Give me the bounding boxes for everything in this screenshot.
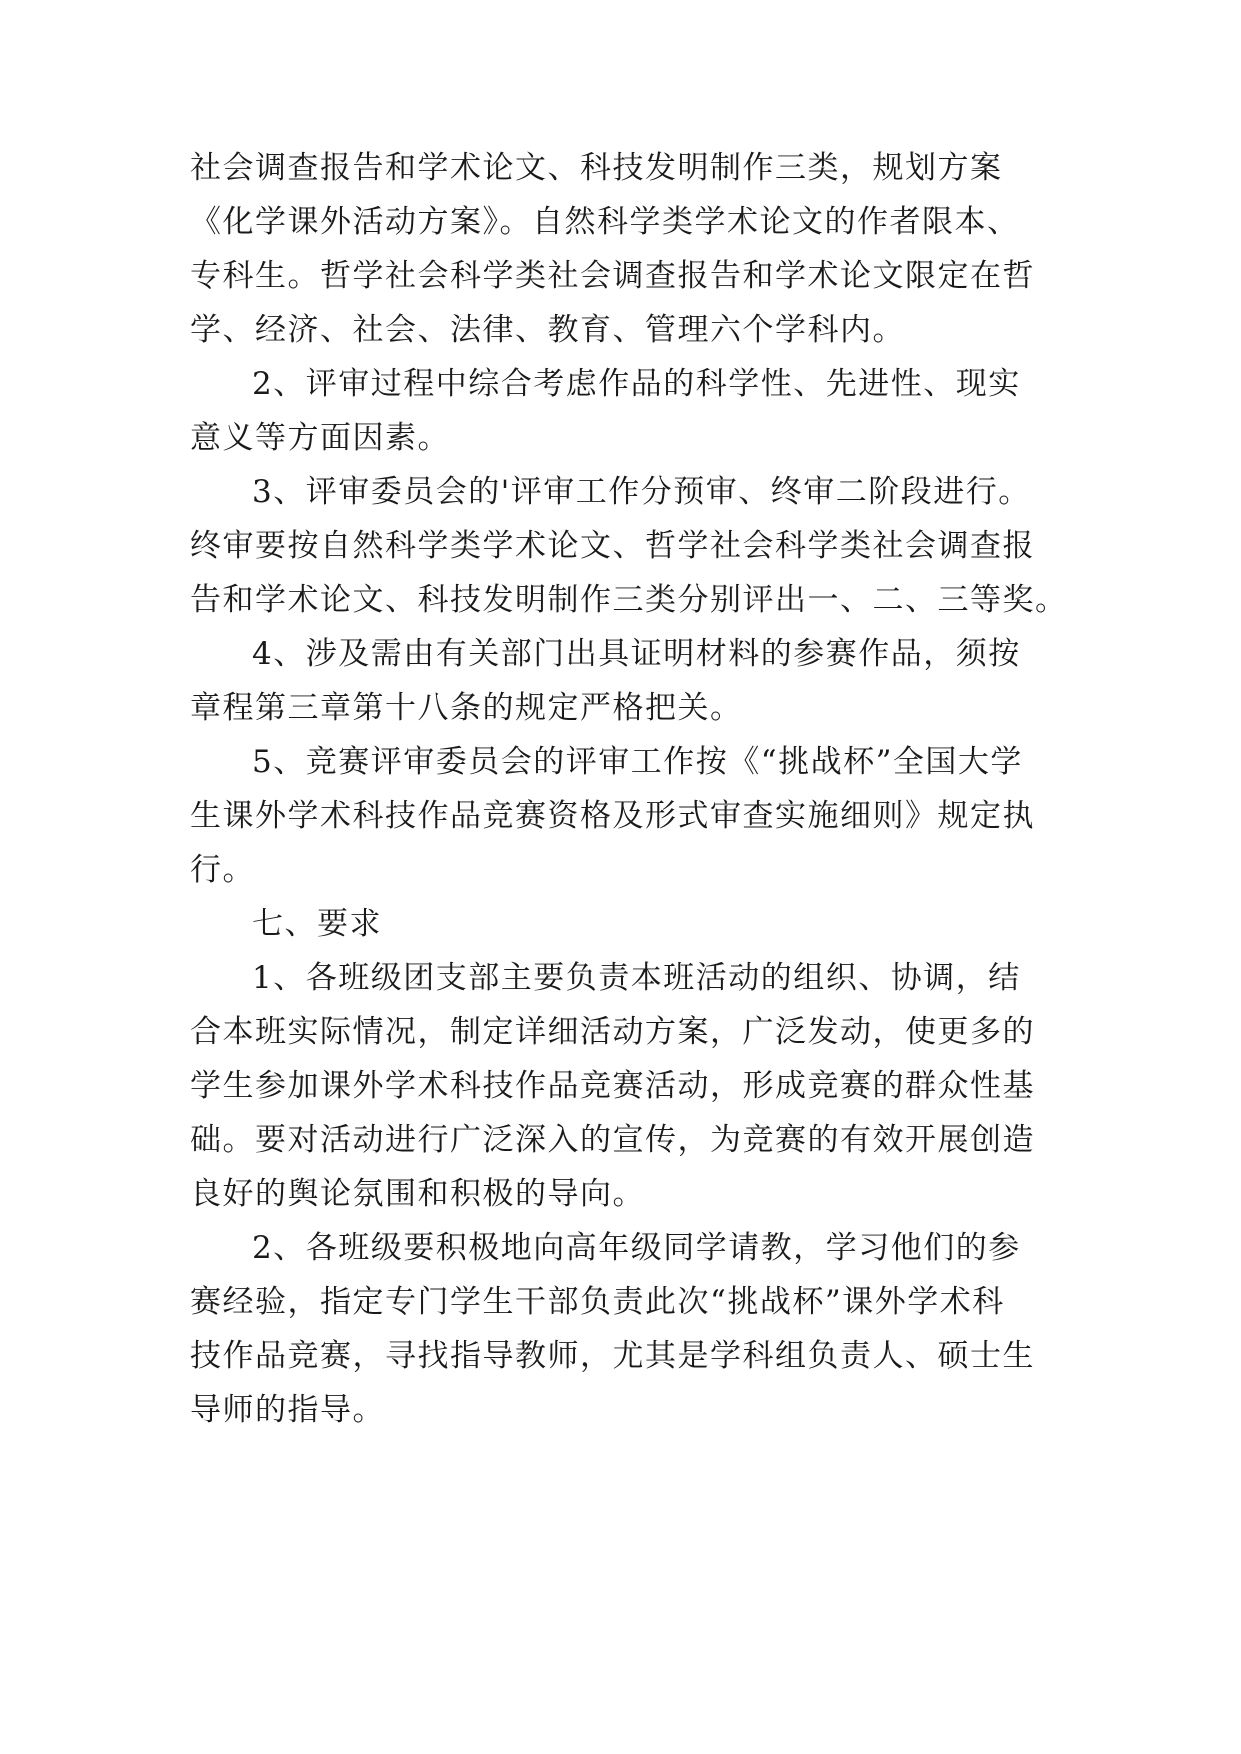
text-line: 导师的指导。 [190, 1392, 385, 1428]
requirement-2-start: 2、各班级要积极地向高年级同学请教，学习他们的参 [252, 1230, 1021, 1266]
text-line: 技作品竞赛，寻找指导教师，尤其是学科组负责人、硕士生 [190, 1338, 1035, 1374]
text-line: 学生参加课外学术科技作品竞赛活动，形成竞赛的群众性基 [190, 1068, 1035, 1104]
text-line: 学、经济、社会、法律、教育、管理六个学科内。 [190, 312, 905, 348]
text-line: 社会调查报告和学术论文、科技发明制作三类，规划方案 [190, 150, 1003, 186]
text-line: 专科生。哲学社会科学类社会调查报告和学术论文限定在哲 [190, 258, 1035, 294]
text-line: 告和学术论文、科技发明制作三类分别评出一、二、三等奖。 [190, 582, 1068, 618]
paragraph-5-start: 5、竞赛评审委员会的评审工作按《“挑战杯”全国大学 [252, 744, 1023, 780]
text-line: 良好的舆论氛围和积极的导向。 [190, 1176, 645, 1212]
text-line: 础。要对活动进行广泛深入的宣传，为竞赛的有效开展创造 [190, 1122, 1035, 1158]
text-line: 章程第三章第十八条的规定严格把关。 [190, 690, 743, 726]
paragraph-3-start: 3、评审委员会的'评审工作分预审、终审二阶段进行。 [252, 474, 1031, 510]
requirement-1-start: 1、各班级团支部主要负责本班活动的组织、协调，结 [252, 960, 1021, 996]
paragraph-2-start: 2、评审过程中综合考虑作品的科学性、先进性、现实 [252, 366, 1021, 402]
text-line: 生课外学术科技作品竞赛资格及形式审查实施细则》规定执 [190, 798, 1035, 834]
text-line: 合本班实际情况，制定详细活动方案，广泛发动，使更多的 [190, 1014, 1035, 1050]
text-line: 意义等方面因素。 [190, 420, 450, 456]
paragraph-4-start: 4、涉及需由有关部门出具证明材料的参赛作品，须按 [252, 636, 1021, 672]
text-line: 终审要按自然科学类学术论文、哲学社会科学类社会调查报 [190, 528, 1035, 564]
section-heading: 七、要求 [252, 906, 382, 942]
text-line: 行。 [190, 852, 255, 888]
text-line: 赛经验，指定专门学生干部负责此次“挑战杯”课外学术科 [190, 1284, 1005, 1320]
text-line: 《化学课外活动方案》。自然科学类学术论文的作者限本、 [190, 204, 1020, 240]
